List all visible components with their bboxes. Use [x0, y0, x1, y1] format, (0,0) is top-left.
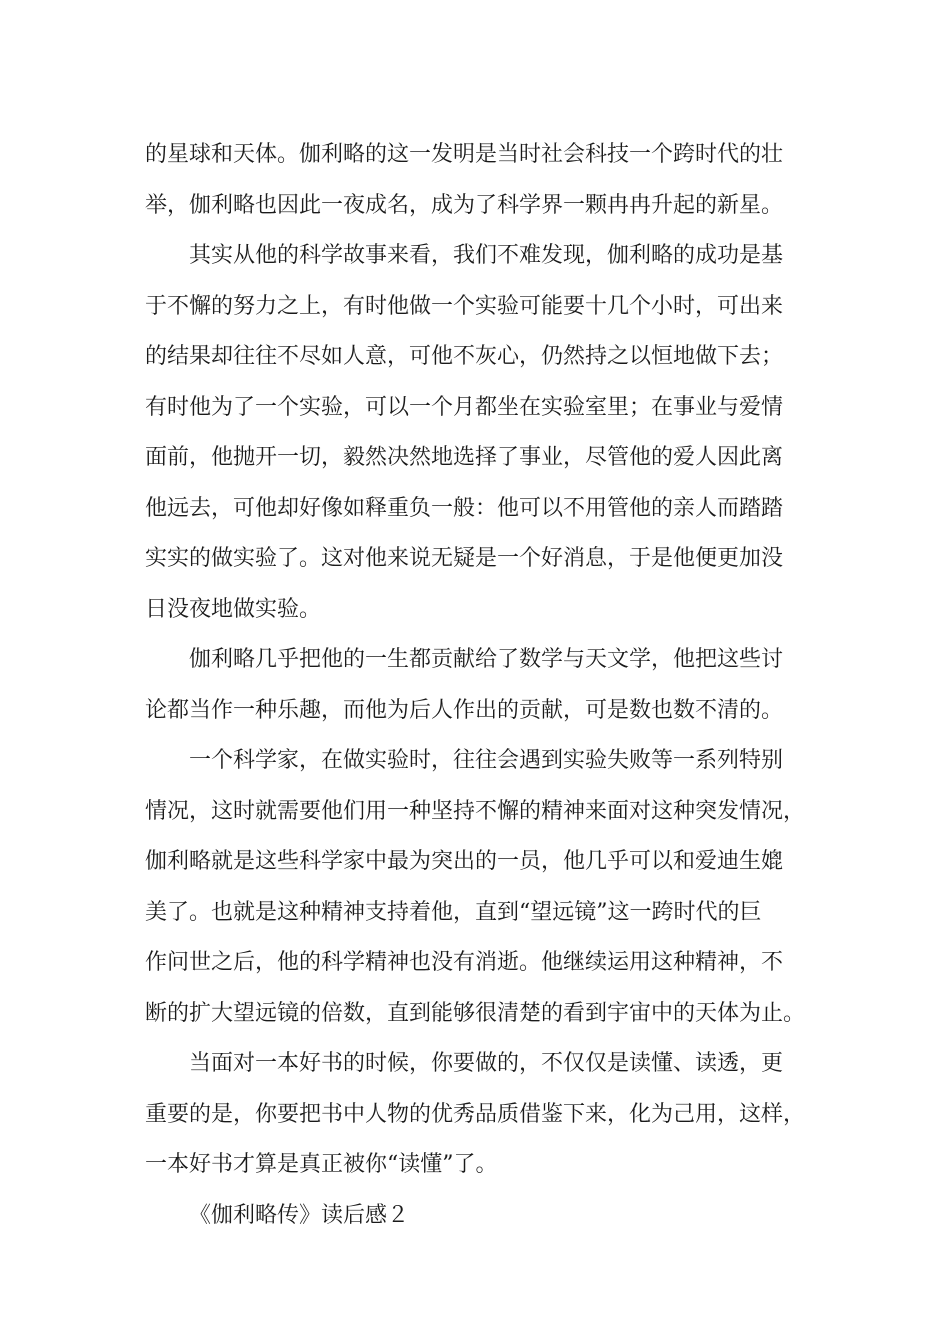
- paragraph-5: [145, 1039, 810, 1191]
- text-line: 面前，他抛开一切，毅然决然地选择了事业，尽管他的爱人因此离: [145, 445, 784, 470]
- text-line: 有时他为了一个实验，可以一个月都坐在实验室里；在事业与爱情: [145, 394, 784, 420]
- text-line: 日没夜地做实验。: [145, 596, 322, 622]
- paragraph-3: [145, 635, 810, 736]
- text-line: 举，伽利略也因此一夜成名，成为了科学界一颗冉冉升起的新星。: [145, 192, 784, 218]
- paragraph-2: [145, 231, 810, 635]
- paragraph-1: [145, 130, 810, 231]
- text-line: 的星球和天体。伽利略的这一发明是当时社会科技一个跨时代的壮: [145, 142, 784, 167]
- text-line: 他远去，可他却好像如释重负一般：他可以不用管他的亲人而踏踏: [145, 495, 784, 521]
- text-line: 美了。也就是这种精神支持着他，直到“望远镜”这一跨时代的巨: [145, 899, 762, 925]
- text-line: 当面对一本好书的时候，你要做的，不仅仅是读懂、读透，更: [189, 1051, 784, 1076]
- text-line: 的结果却往往不尽如人意，可他不灰心，仍然持之以恒地做下去；: [145, 344, 784, 369]
- text-line: 伽利略就是这些科学家中最为突出的一员，他几乎可以和爱迪生媲: [145, 849, 784, 874]
- text-line: 其实从他的科学故事来看，我们不难发现，伽利略的成功是基: [189, 243, 784, 268]
- section-heading: [145, 1191, 810, 1242]
- text-line: 重要的是，你要把书中人物的优秀品质借鉴下来，化为己用，这样，: [145, 1101, 806, 1127]
- next-essay-title: 《伽利略传》读后感２: [189, 1202, 410, 1228]
- text-line: 一本好书才算是真正被你“读懂”了。: [145, 1152, 498, 1177]
- text-line: 论都当作一种乐趣，而他为后人作出的贡献，可是数也数不清的。: [145, 697, 784, 723]
- text-line: 一个科学家，在做实验时，往往会遇到实验失败等一系列特别: [189, 748, 784, 773]
- document-body: [145, 130, 810, 1241]
- paragraph-4: [145, 736, 810, 1039]
- text-line: 情况，这时就需要他们用一种坚持不懈的精神来面对这种突发情况，: [145, 798, 806, 824]
- text-line: 伽利略几乎把他的一生都贡献给了数学与天文学，他把这些讨: [189, 647, 784, 672]
- text-line: 作问世之后，他的科学精神也没有消逝。他继续运用这种精神，不: [145, 950, 784, 975]
- text-line: 断的扩大望远镜的倍数，直到能够很清楚的看到宇宙中的天体为止。: [145, 1000, 806, 1026]
- text-line: 于不懈的努力之上，有时他做一个实验可能要十几个小时，可出来: [145, 293, 784, 319]
- text-line: 实实的做实验了。这对他来说无疑是一个好消息，于是他便更加没: [145, 546, 784, 571]
